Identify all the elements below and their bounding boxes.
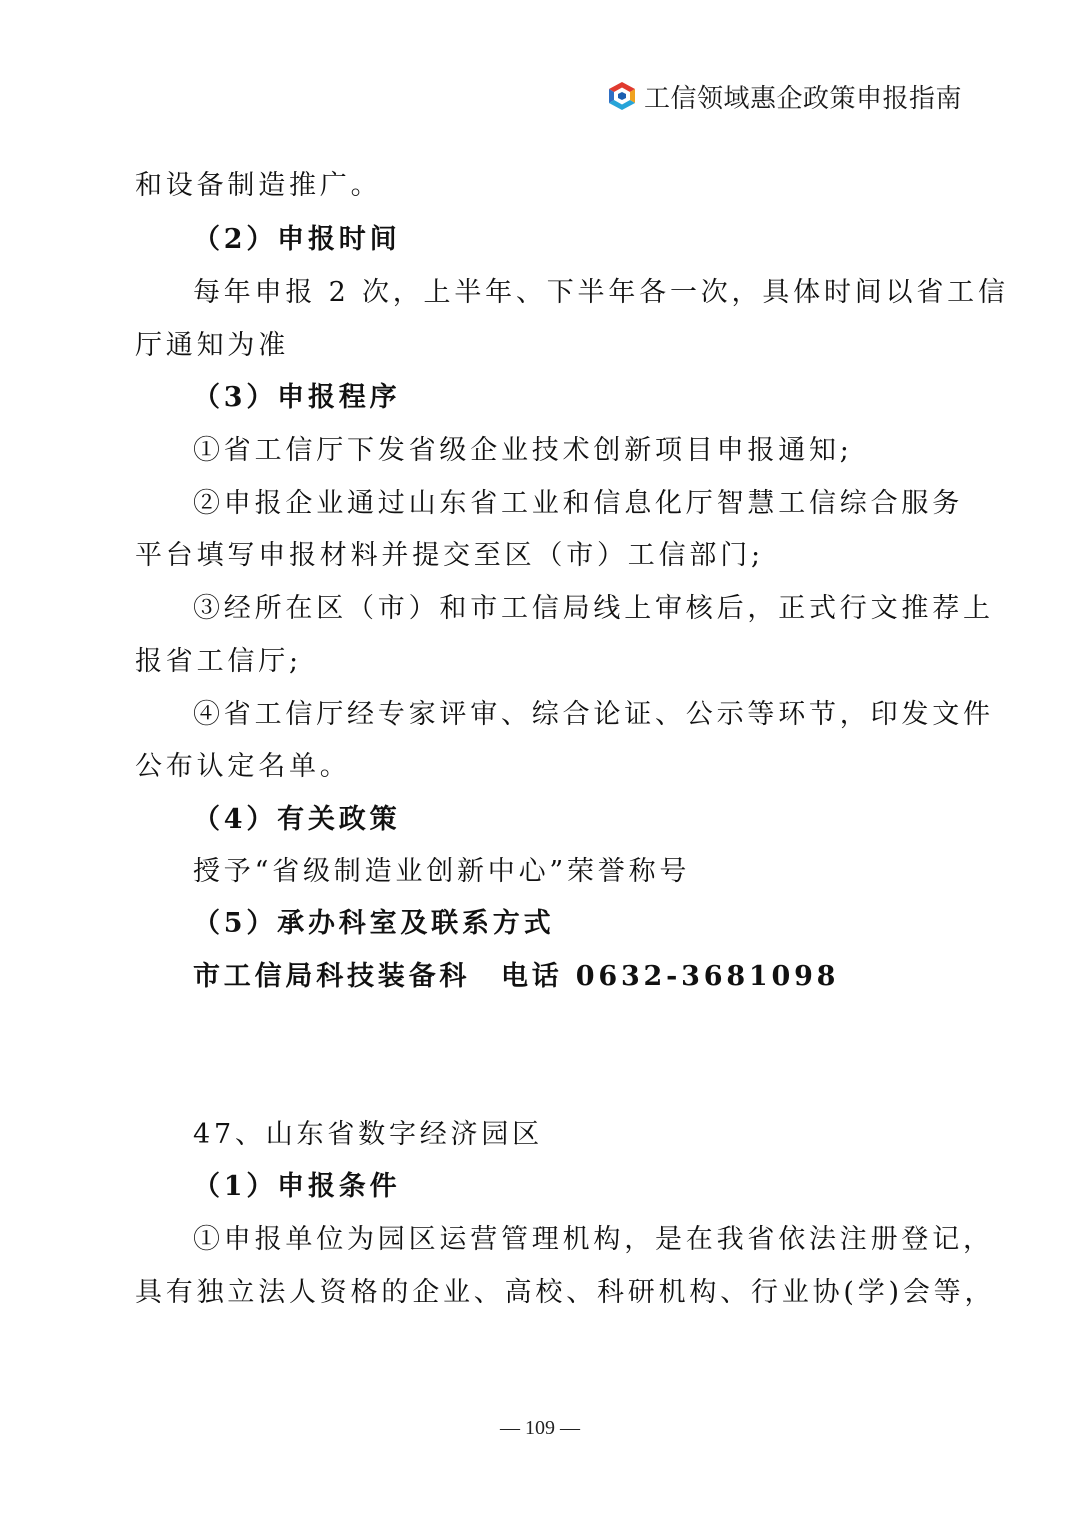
section-heading: （2）申报时间 bbox=[193, 224, 401, 255]
logo-icon bbox=[606, 80, 638, 112]
section-heading: （1）申报条件 bbox=[193, 1171, 401, 1202]
body-text-line: 平台填写申报材料并提交至区（市）工信部门; bbox=[135, 540, 764, 571]
body-text-line: 公布认定名单。 bbox=[135, 751, 351, 782]
body-text-line: 厅通知为准 bbox=[135, 330, 289, 361]
item-title: 47、山东省数字经济园区 bbox=[193, 1119, 543, 1150]
header-title: 工信领域惠企政策申报指南 bbox=[644, 83, 963, 114]
body-text-line: 报省工信厅; bbox=[135, 646, 302, 677]
body-text-line: 每年申报 2 次，上半年、下半年各一次，具体时间以省工信 bbox=[193, 277, 1009, 308]
body-text-line: ①省工信厅下发省级企业技术创新项目申报通知; bbox=[193, 435, 853, 466]
section-heading: （3）申报程序 bbox=[193, 382, 401, 413]
body-text-line: 和设备制造推广。 bbox=[135, 170, 382, 201]
body-text-line: 授予“省级制造业创新中心”荣誉称号 bbox=[193, 856, 691, 887]
section-heading: （4）有关政策 bbox=[193, 804, 401, 835]
body-text-line: ①申报单位为园区运营管理机构，是在我省依法注册登记， bbox=[193, 1224, 994, 1255]
page-number: — 109 — bbox=[500, 1417, 580, 1439]
body-text-line: ④省工信厅经专家评审、综合论证、公示等环节，印发文件 bbox=[193, 699, 994, 730]
body-text-line: ②申报企业通过山东省工业和信息化厅智慧工信综合服务 bbox=[193, 488, 963, 519]
section-heading: （5）承办科室及联系方式 bbox=[193, 908, 555, 939]
contact-line: 市工信局科技装备科 电话 0632-3681098 bbox=[193, 961, 840, 992]
body-text-line: 具有独立法人资格的企业、高校、科研机构、行业协(学)会等， bbox=[135, 1277, 996, 1308]
page-header bbox=[606, 78, 962, 114]
body-text-line: ③经所在区（市）和市工信局线上审核后，正式行文推荐上 bbox=[193, 593, 994, 624]
